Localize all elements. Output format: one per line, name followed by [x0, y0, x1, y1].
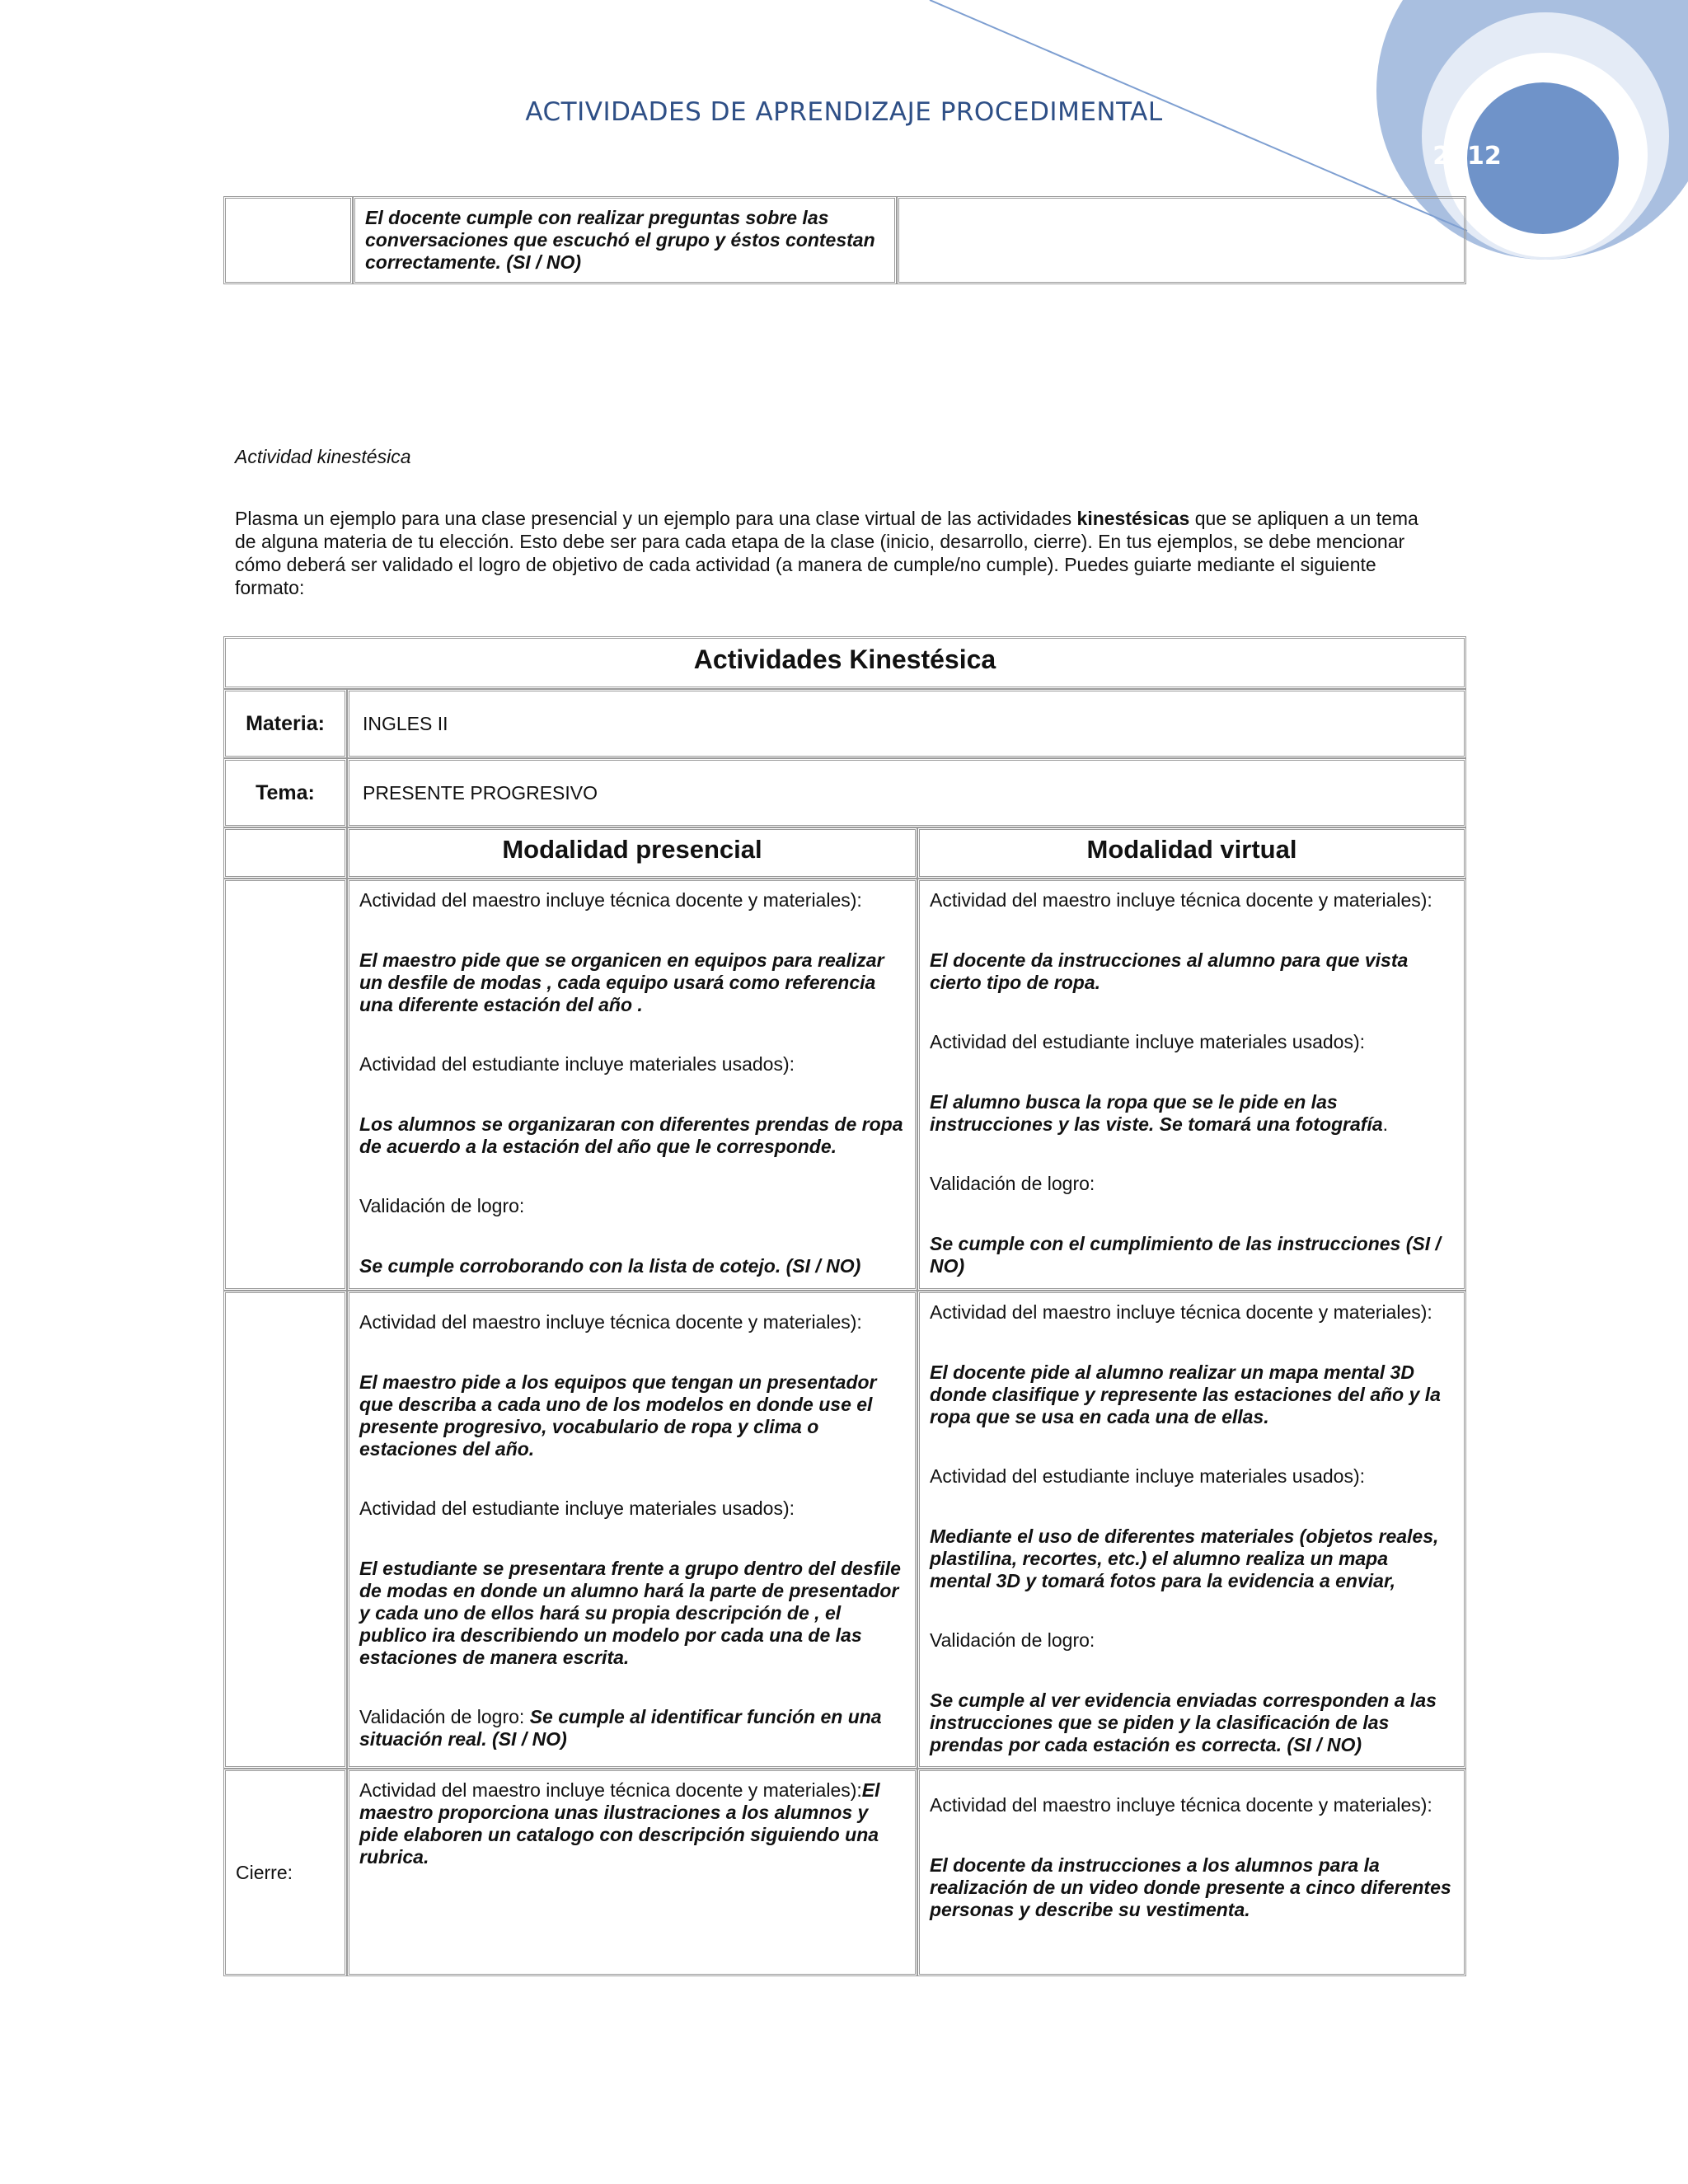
virtual-cell — [917, 879, 1466, 1291]
table-row — [223, 1769, 1466, 1976]
maestro-activity: El docente pide al alumno realizar un mapa mental 3D donde clasifique y represente las estaciones del año y la ropa que se usa en cada una de ellas. — [930, 1361, 1441, 1427]
column-header-presencial: Modalidad presencial — [347, 827, 917, 879]
virtual-cell — [917, 1291, 1466, 1769]
maestro-activity: El maestro pide que se organicen en equipos para realizar un desfile de modas , cada equipo usará como referencia una diferente estación del año . — [359, 949, 884, 1015]
estudiante-activity: El estudiante se presentara frente a grupo dentro del desfile de modas en donde un alumno hará la parte de presentador y cada uno de ellos hará su propia descripción de , el publico ira describiendo un modelo por cada una de las estaciones de manera escrita. — [359, 1558, 901, 1668]
validacion-text: Se cumple corroborando con la lista de cotejo. (SI / NO) — [359, 1255, 861, 1277]
empty-cell — [223, 196, 353, 284]
intro-bold-text: kinestésicas — [1076, 508, 1190, 529]
validacion-text: Se cumple al identificar función en una situación real. (SI / NO) — [359, 1706, 882, 1750]
validacion-text: Se cumple con el cumplimiento de las instrucciones (SI / NO) — [930, 1233, 1441, 1277]
stage-cell-cierre: Cierre: — [223, 1769, 347, 1976]
validacion-text: Se cumple al ver evidencia enviadas corresponden a las instrucciones que se piden y la clasificación de las prendas por cada estación es correcta. (SI / NO) — [930, 1690, 1437, 1755]
section-label: Actividad kinestésica — [235, 446, 411, 467]
year-badge: 2012 — [1432, 142, 1502, 171]
presencial-cell — [347, 1291, 917, 1769]
estudiante-label: Actividad del estudiante incluye materiales usados): — [359, 1053, 795, 1075]
validacion-para — [359, 1706, 905, 1750]
criterion-cell — [353, 196, 897, 284]
activities-table — [223, 636, 1466, 1976]
tema-label: Tema: — [223, 758, 347, 827]
maestro-activity: El docente da instrucciones a los alumnos para la realización de un video donde presente a cinco diferentes personas y describe su vestimenta. — [930, 1854, 1451, 1920]
presencial-cell — [347, 879, 917, 1291]
materia-value: INGLES II — [347, 689, 1466, 758]
column-header-virtual: Modalidad virtual — [917, 827, 1466, 879]
maestro-para — [359, 1779, 905, 1868]
empty-cell — [223, 827, 347, 879]
maestro-label: Actividad del maestro incluye técnica docente y materiales): — [359, 889, 862, 911]
maestro-activity: El docente da instrucciones al alumno para que vista cierto tipo de ropa. — [930, 949, 1409, 993]
page-header-title: ACTIVIDADES DE APRENDIZAJE PROCEDIMENTAL — [525, 97, 1163, 127]
intro-text-end: que se apliquen a un tema de alguna materia de tu elección. Esto debe ser para cada etapa de la clase (inicio, desarrollo, cierre). En tus ejemplos, se debe mencionar cómo deberá ser validado el logro de objetivo de cada actividad (a manera de cumple/no cumple). Puedes guiarte mediante el siguiente formato: — [235, 508, 1418, 598]
maestro-label: Actividad del maestro incluye técnica docente y materiales): — [930, 1301, 1432, 1323]
table-row — [223, 1291, 1466, 1769]
materia-label: Materia: — [223, 689, 347, 758]
virtual-cell — [917, 1769, 1466, 1976]
tema-value: PRESENTE PROGRESIVO — [347, 758, 1466, 827]
validacion-label: Validación de logro: — [930, 1629, 1095, 1651]
estudiante-label: Actividad del estudiante incluye materiales usados): — [930, 1031, 1366, 1052]
stage-cell — [223, 1291, 347, 1769]
estudiante-label: Actividad del estudiante incluye materiales usados): — [359, 1497, 795, 1519]
estudiante-activity: Los alumnos se organizaran con diferentes prendas de ropa de acuerdo a la estación del año que le corresponde. — [359, 1113, 903, 1157]
stage-cell — [223, 879, 347, 1291]
estudiante-label: Actividad del estudiante incluye materiales usados): — [930, 1465, 1366, 1487]
maestro-label: Actividad del maestro incluye técnica docente y materiales): — [930, 889, 1432, 911]
maestro-label: Actividad del maestro incluye técnica docente y materiales): — [359, 1311, 862, 1333]
presencial-cell — [347, 1769, 917, 1976]
estudiante-activity: Mediante el uso de diferentes materiales (objetos reales, plastilina, recortes, etc.) el alumno realiza un mapa mental 3D y tomará fotos para la evidencia a enviar, — [930, 1526, 1439, 1591]
intro-text: Plasma un ejemplo para una clase presencial y un ejemplo para una clase virtual de las actividades — [235, 508, 1077, 529]
empty-cell — [897, 196, 1466, 284]
criterion-text: El docente cumple con realizar preguntas sobre las conversaciones que escuchó el grupo y éstos contestan correctamente. (SI / NO) — [365, 207, 875, 273]
top-criterion-table — [223, 196, 1466, 284]
validacion-label: Validación de logro: — [930, 1173, 1095, 1194]
table-title: Actividades Kinestésica — [223, 636, 1466, 689]
maestro-label: Actividad del maestro incluye técnica docente y materiales): — [930, 1794, 1432, 1816]
validacion-label: Validación de logro: — [359, 1706, 530, 1727]
maestro-activity: El maestro proporciona unas ilustraciones a los alumnos y pide elaboren un catalogo con descripción siguiendo una rubrica. — [359, 1779, 880, 1868]
table-row — [223, 879, 1466, 1291]
maestro-activity: El maestro pide a los equipos que tengan un presentador que describa a cada uno de los modelos en donde use el presente progresivo, vocabulario de ropa y clima o estaciones del año. — [359, 1371, 877, 1460]
estudiante-activity-tail: . — [1382, 1113, 1389, 1135]
intro-paragraph — [235, 507, 1438, 599]
estudiante-activity: El alumno busca la ropa que se le pide en las instrucciones y las viste. Se tomará una fotografía — [930, 1091, 1383, 1135]
validacion-label: Validación de logro: — [359, 1195, 525, 1216]
maestro-label: Actividad del maestro incluye técnica docente y materiales): — [359, 1779, 862, 1801]
estudiante-activity-para — [930, 1091, 1454, 1136]
